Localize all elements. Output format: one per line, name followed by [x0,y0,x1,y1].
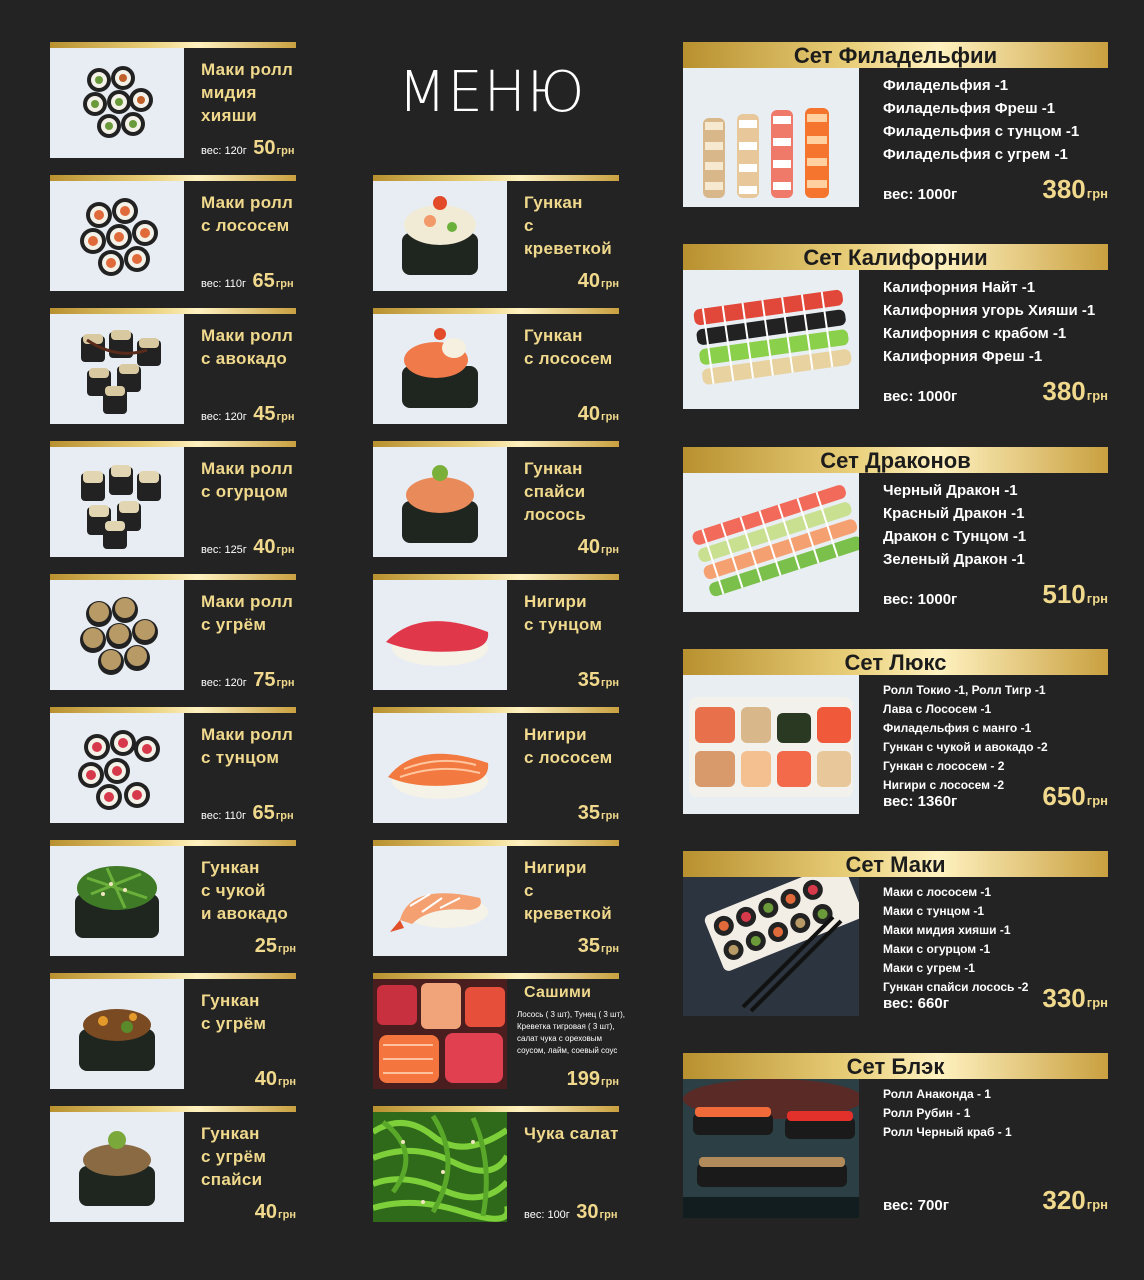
currency: грн [1086,1197,1108,1212]
set-price-value: 380 [1042,376,1086,406]
item-photo [373,846,507,956]
item-name: Маки ролл с лососем [201,193,294,235]
set-price-value: 330 [1042,983,1086,1013]
currency: грн [599,1209,618,1221]
item-name: Гункан с креветкой [524,193,612,258]
currency: грн [1086,388,1108,403]
set-photo [683,270,859,409]
set-item: Гункан с чукой и авокадо -2 [883,740,1048,754]
currency: грн [1086,186,1108,201]
set-item: Дракон с Тунцом -1 [883,528,1027,545]
item-weight-price [201,270,294,293]
set-price [1042,579,1108,610]
set-item: Ролл Токио -1, Ролл Тигр -1 [883,683,1046,697]
item-price: 65 [252,270,275,292]
set-title: Сет Филадельфии [683,42,1108,68]
currency: грн [1086,793,1108,808]
set-items [883,479,1026,571]
menu-item-chuka-salad[interactable] [373,1106,619,1222]
set-item: Маки мидия хияши -1 [883,923,1011,937]
set-items [883,681,1048,795]
item-name: Маки ролл с авокадо [201,326,294,368]
set-item: Маки с угрем -1 [883,961,975,975]
currency: грн [601,943,619,955]
set-photo [683,675,859,814]
menu-item-gunkan-eel[interactable] [50,973,296,1089]
set-black[interactable] [683,1053,1108,1218]
currency: грн [276,411,295,423]
set-price-value: 510 [1042,579,1086,609]
item-weight-price [201,536,294,559]
item-price [578,935,619,958]
item-price-value: 40 [577,403,601,425]
currency: грн [1086,995,1108,1010]
item-weight-price [201,669,294,692]
set-weight: вес: 1000г [883,388,958,405]
set-items [883,276,1095,368]
item-weight-price [201,403,294,426]
set-item: Калифорния с крабом -1 [883,325,1067,342]
set-item: Маки с огурцом -1 [883,942,991,956]
set-item: Зеленый Дракон -1 [883,551,1025,568]
set-item: Филадельфия с тунцом -1 [883,123,1080,140]
set-items [883,74,1079,166]
menu-item-nigiri-salmon[interactable] [373,707,619,823]
set-item: Филадельфия с манго -1 [883,721,1032,735]
item-price-value: 35 [577,669,601,691]
currency: грн [275,278,294,290]
menu-item-gunkan-eel-spicy[interactable] [50,1106,296,1222]
set-item: Черный Дракон -1 [883,482,1018,499]
item-photo [50,1112,184,1222]
item-name: Нигири с креветкой [524,858,612,923]
item-price [578,536,619,559]
set-item: Ролл Черный краб - 1 [883,1125,1012,1139]
menu-item-maki-cucumber[interactable] [50,441,296,557]
currency: грн [601,1076,619,1088]
item-name: Гункан с лососем [524,326,613,368]
item-name: Сашими [524,984,592,1001]
item-photo [50,314,184,424]
item-photo [50,181,184,291]
set-price-value: 320 [1042,1185,1086,1215]
item-photo [50,846,184,956]
item-price [255,935,296,958]
set-item: Нигири с лососем -2 [883,778,1005,792]
set-dragons[interactable] [683,447,1108,612]
page-title: МЕНЮ [398,60,586,125]
set-price [1042,781,1108,812]
item-price [255,1201,296,1224]
item-price-value: 35 [577,802,601,824]
currency: грн [276,677,295,689]
set-price [1042,376,1108,407]
set-title: Сет Драконов [683,447,1108,473]
item-name: Чука салат [524,1124,619,1143]
set-weight: вес: 660г [883,995,949,1012]
set-item: Ролл Рубин - 1 [883,1106,971,1120]
item-photo [373,1112,507,1222]
set-lux[interactable] [683,649,1108,814]
set-item: Филадельфия с угрем -1 [883,146,1068,163]
item-price [255,1068,296,1091]
set-item: Калифорния Найт -1 [883,279,1036,296]
menu-item-maki-eel[interactable] [50,574,296,690]
set-item: Калифорния Фреш -1 [883,348,1043,365]
item-photo [373,979,507,1089]
currency: грн [601,411,619,423]
item-name: Маки ролл с угрём [201,592,294,634]
item-name: Маки ролл с огурцом [201,459,294,501]
set-items [883,1085,1012,1142]
set-item: Калифорния угорь Хияши -1 [883,302,1096,319]
menu-item-maki-salmon[interactable] [50,175,296,291]
set-title: Сет Люкс [683,649,1108,675]
set-item: Филадельфия -1 [883,77,1009,94]
item-photo [50,713,184,823]
item-description: Лосось ( 3 шт), Тунец ( 3 шт), Креветка тигровая ( 3 шт), салат чука с ореховым соусом, лайм, соевый соус [517,1010,626,1055]
set-items [883,883,1028,997]
menu-item-maki-tuna[interactable] [50,707,296,823]
item-photo [373,580,507,690]
set-weight: вес: 1000г [883,186,958,203]
item-photo [373,181,507,291]
item-price-value: 40 [254,1068,278,1090]
item-price: 50 [253,137,276,159]
item-price [578,403,619,426]
set-item: Маки с тунцом -1 [883,904,985,918]
set-price [1042,174,1108,205]
set-maki[interactable] [683,851,1108,1016]
item-price: 45 [253,403,276,425]
item-price-value: 35 [577,935,601,957]
item-name: Маки ролл с тунцом [201,725,294,767]
currency: грн [1086,591,1108,606]
item-name: Гункан с угрём [201,991,267,1033]
item-name: Маки ролл мидия хияши [201,60,294,125]
set-price [1042,983,1108,1014]
set-title: Сет Маки [683,851,1108,877]
set-price-value: 650 [1042,781,1086,811]
set-philadelphia[interactable] [683,42,1108,207]
item-price: 30 [576,1201,599,1223]
item-price-value: 40 [577,270,601,292]
menu-item-gunkan-salmon[interactable] [373,308,619,424]
item-name: Гункан спайси лосось [524,459,587,524]
menu-item-gunkan-spicy-salmon[interactable] [373,441,619,557]
set-item: Гункан с лососем - 2 [883,759,1005,773]
item-weight: вес: 110г [201,278,246,290]
item-price: 75 [253,669,276,691]
item-weight-price [524,1201,617,1224]
item-price [578,270,619,293]
menu-item-maki-mussel[interactable] [50,42,296,158]
set-item: Лава с Лососем -1 [883,702,992,716]
item-price: 40 [253,536,276,558]
item-photo [50,447,184,557]
item-price-value: 40 [254,1201,278,1223]
set-photo [683,68,859,207]
set-item: Гункан спайси лосось -2 [883,980,1029,994]
item-weight: вес: 110г [201,810,246,822]
currency: грн [278,1209,296,1221]
set-weight: вес: 1000г [883,591,958,608]
set-california[interactable] [683,244,1108,409]
item-price [567,1068,619,1091]
item-weight-price [201,802,294,825]
set-item: Красный Дракон -1 [883,505,1025,522]
set-photo [683,877,859,1016]
item-price-value: 25 [254,935,278,957]
item-weight: вес: 120г [201,677,247,689]
item-weight: вес: 125г [201,544,247,556]
currency: грн [278,1076,296,1088]
currency: грн [601,544,619,556]
currency: грн [276,145,295,157]
menu-item-gunkan-chuka-avocado[interactable] [50,840,296,956]
currency: грн [278,943,296,955]
item-photo [373,713,507,823]
item-photo [373,447,507,557]
menu-item-gunkan-shrimp[interactable] [373,175,619,291]
set-price-value: 380 [1042,174,1086,204]
currency: грн [601,278,619,290]
item-photo [50,580,184,690]
item-name: Гункан с чукой и авокадо [201,858,289,923]
item-photo [50,979,184,1089]
item-price: 65 [252,802,275,824]
menu-item-maki-avocado[interactable] [50,308,296,424]
set-title: Сет Блэк [683,1053,1108,1079]
item-weight: вес: 120г [201,411,247,423]
item-price-value: 199 [566,1068,601,1090]
item-photo [373,314,507,424]
item-price-value: 40 [577,536,601,558]
item-name: Нигири с лососем [524,725,613,767]
menu-item-sashimi[interactable] [373,973,626,1090]
item-weight-price [201,137,294,160]
set-weight: вес: 700г [883,1197,949,1214]
menu-item-nigiri-tuna[interactable] [373,574,619,690]
item-weight: вес: 120г [201,145,247,157]
currency: грн [275,810,294,822]
set-item: Филадельфия Фреш -1 [883,100,1056,117]
item-price [578,669,619,692]
set-price [1042,1185,1108,1216]
set-photo [683,473,859,612]
set-photo [683,1079,859,1218]
item-name: Нигири с тунцом [524,592,603,634]
item-photo [50,48,184,158]
item-price [578,802,619,825]
currency: грн [601,677,619,689]
item-weight: вес: 100г [524,1209,570,1221]
set-item: Ролл Анаконда - 1 [883,1087,991,1101]
currency: грн [276,544,295,556]
set-weight: вес: 1360г [883,793,958,810]
currency: грн [601,810,619,822]
item-name: Гункан с угрём спайси [201,1124,267,1189]
set-item: Маки с лососем -1 [883,885,992,899]
menu-item-nigiri-shrimp[interactable] [373,840,619,956]
set-title: Сет Калифорнии [683,244,1108,270]
